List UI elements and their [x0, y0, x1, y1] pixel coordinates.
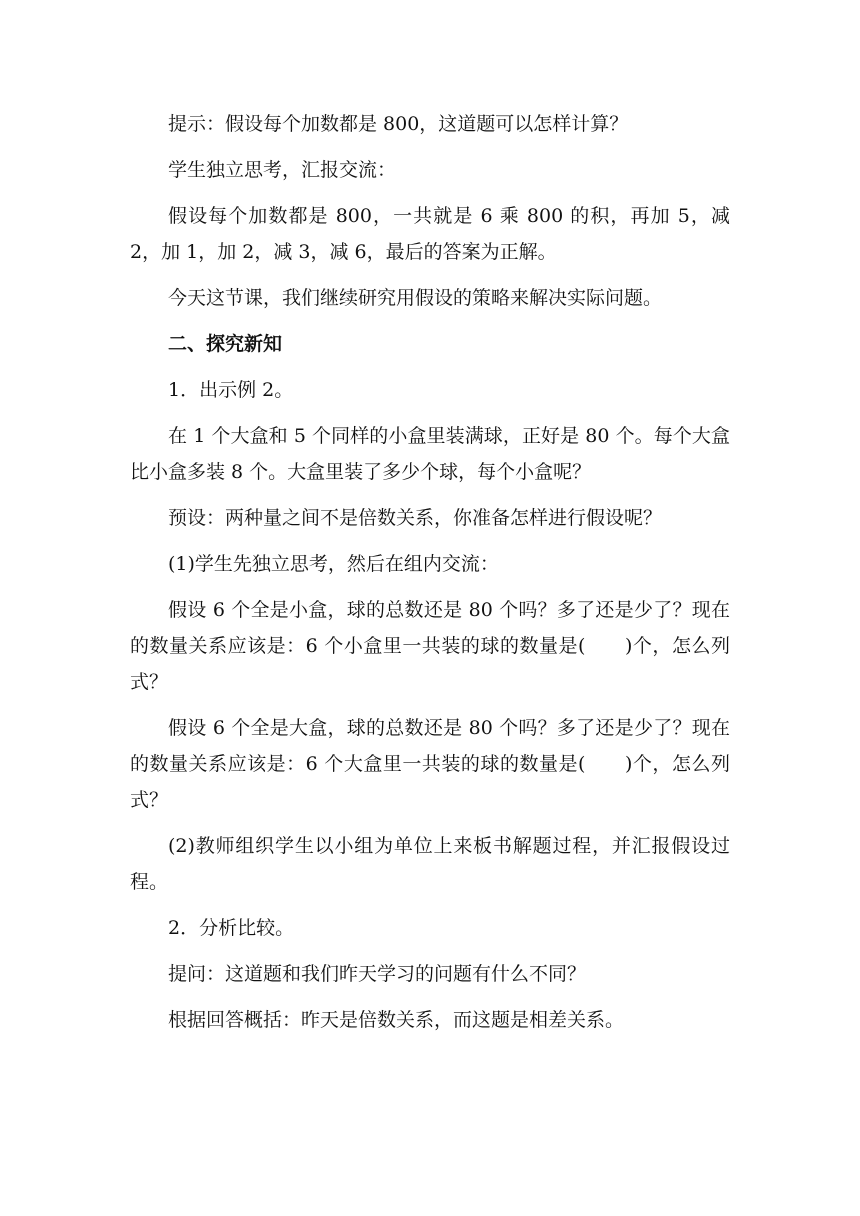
- paragraph-example-2-problem: 在 1 个大盒和 5 个同样的小盒里装满球，正好是 80 个。每个大盒比小盒多装 8 个。大盒里装了多少个球，每个小盒呢？: [130, 425, 730, 483]
- paragraph-step-2: (2)教师组织学生以小组为单位上来板书解题过程，并汇报假设过程。: [130, 835, 730, 893]
- paragraph-question-difference: 提问：这道题和我们昨天学习的问题有什么不同？: [168, 963, 587, 985]
- document-body: [130, 106, 730, 1048]
- paragraph-step-1: (1)学生先独立思考，然后在组内交流：: [168, 553, 499, 575]
- paragraph-assume-large-boxes: 假设 6 个全是大盒，球的总数还是 80 个吗？多了还是少了？现在的数量关系应该是：6 个大盒里一共装的球的数量是( )个，怎么列式？: [130, 717, 730, 811]
- paragraph-lesson-intro: 今天这节课，我们继续研究用假设的策略来解决实际问题。: [168, 287, 663, 309]
- paragraph-assume-small-boxes: 假设 6 个全是小盒，球的总数还是 80 个吗？多了还是少了？现在的数量关系应该是：6 个小盒里一共装的球的数量是( )个，怎么列式？: [130, 599, 730, 693]
- paragraph-preset-question: 预设：两种量之间不是倍数关系，你准备怎样进行假设呢？: [168, 507, 663, 529]
- section-heading-explore: 二、探究新知: [168, 333, 283, 355]
- paragraph-summary: 根据回答概括：昨天是倍数关系，而这题是相差关系。: [168, 1009, 625, 1031]
- paragraph-student-report: 学生独立思考，汇报交流：: [168, 159, 397, 181]
- paragraph-example-2-title: 1．出示例 2。: [168, 379, 294, 401]
- paragraph-assumption-800: 假设每个加数都是 800，一共就是 6 乘 800 的积，再加 5，减 2，加 1，加 2，减 3，减 6，最后的答案为正解。: [130, 205, 730, 263]
- paragraph-hint: 提示：假设每个加数都是 800，这道题可以怎样计算？: [168, 113, 629, 135]
- paragraph-analysis-title: 2．分析比较。: [168, 917, 295, 939]
